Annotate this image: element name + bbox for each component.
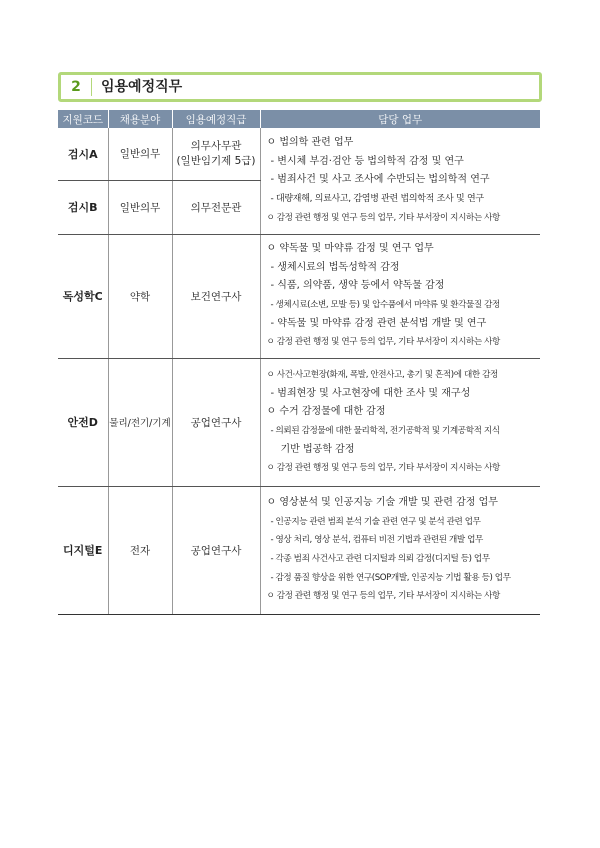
table-header-row xyxy=(58,110,540,128)
duty-line: - 생체시료의 법독성학적 감정 xyxy=(270,261,400,273)
duty-line: ㅇ 법의학 관련 업무 xyxy=(266,137,354,149)
header-duty: 담당 업무 xyxy=(260,110,540,128)
grade-cell xyxy=(172,128,260,180)
duty-line: - 약독물 및 마약류 감정 관련 분석법 개발 및 연구 xyxy=(270,317,487,329)
grade-cell: 공업연구사 xyxy=(172,486,260,614)
duty-line: - 의뢰된 감정물에 대한 물리학적, 전기공학적 및 기계공학적 지식 xyxy=(270,426,500,436)
duty-line: ㅇ 감정 관련 행정 및 연구 등의 업무, 기타 부서장이 지시하는 사항 xyxy=(266,463,500,474)
duty-line: - 영상 처리, 영상 분석, 컴퓨터 비전 기법과 관련된 개발 업무 xyxy=(270,535,483,546)
header-code: 지원코드 xyxy=(58,110,108,128)
code-cell: 검시B xyxy=(58,180,108,234)
grade-line: 의무사무관 xyxy=(190,139,242,152)
duty-line: - 각종 범죄 사건사고 관련 디지털과 의뢰 감정(디지털 등) 업무 xyxy=(270,554,490,564)
duty-table xyxy=(58,110,540,615)
duty-line: - 대량재해, 의료사고, 감염병 관련 법의학적 조사 및 연구 xyxy=(270,194,484,205)
table-row xyxy=(58,128,540,180)
duty-line: ㅇ 감정 관련 행정 및 연구 등의 업무, 기타 부서장이 지시하는 사항 xyxy=(266,212,500,223)
grade-line: (일반임기제 5급) xyxy=(176,154,256,167)
duty-line: ㅇ 약독물 및 마약류 감정 및 연구 업무 xyxy=(266,243,434,255)
header-grade: 임용예정직급 xyxy=(172,110,260,128)
grade-cell: 공업연구사 xyxy=(172,358,260,486)
duty-line: - 인공지능 관련 범죄 분석 기술 관련 연구 및 분석 관련 업무 xyxy=(270,516,481,527)
duty-line: - 범죄사건 및 사고 조사에 수반되는 법의학적 연구 xyxy=(270,174,490,186)
table-row xyxy=(58,358,540,486)
duty-cell xyxy=(260,486,540,614)
duty-cell-ab xyxy=(260,128,540,234)
field-cell: 전자 xyxy=(108,486,172,614)
field-cell: 물리/전기/기계 xyxy=(108,358,172,486)
duty-line: ㅇ 수거 감정물에 대한 감정 xyxy=(266,406,386,418)
duty-line: - 식품, 의약품, 생약 등에서 약독물 감정 xyxy=(270,280,445,292)
field-cell: 약학 xyxy=(108,234,172,358)
section-divider xyxy=(91,78,92,96)
duty-cell xyxy=(260,358,540,486)
duty-line: ㅇ 사건·사고현장(화재, 폭발, 안전사고, 총기 및 흔적)에 대한 감정 xyxy=(266,370,498,381)
duty-line: - 생체시료(소변, 모발 등) 및 압수품에서 마약류 및 환각물질 감정 xyxy=(270,300,500,310)
duty-line: ㅇ 감정 관련 행정 및 연구 등의 업무, 기타 부서장이 지시하는 사항 xyxy=(266,337,500,348)
code-cell: 독성학C xyxy=(58,234,108,358)
duty-line: - 감정 품질 향상을 위한 연구(SOP개발, 인공지능 기법 활용 등) 업무 xyxy=(270,572,511,583)
code-cell: 검시A xyxy=(58,128,108,180)
field-cell: 일반의무 xyxy=(108,180,172,234)
table-row xyxy=(58,234,540,358)
grade-cell: 보건연구사 xyxy=(172,234,260,358)
section-title-box xyxy=(58,72,542,102)
section-number: 2 xyxy=(71,79,81,95)
header-field: 채용분야 xyxy=(108,110,172,128)
table-row xyxy=(58,486,540,614)
duty-line: - 범죄현장 및 사고현장에 대한 조사 및 재구성 xyxy=(270,387,471,399)
field-cell: 일반의무 xyxy=(108,128,172,180)
grade-cell: 의무전문관 xyxy=(172,180,260,234)
code-cell: 안전D xyxy=(58,358,108,486)
duty-line: ㅇ 영상분석 및 인공지능 기술 개발 및 관련 감정 업무 xyxy=(266,497,498,509)
section-title: 임용예정직무 xyxy=(101,79,183,95)
code-cell: 디지털E xyxy=(58,486,108,614)
duty-cell xyxy=(260,234,540,358)
duty-line: ㅇ 감정 관련 행정 및 연구 등의 업무, 기타 부서장이 지시하는 사항 xyxy=(266,591,500,602)
duty-line: - 변시체 부검·검안 등 법의학적 감정 및 연구 xyxy=(270,155,464,167)
duty-line: 기반 법공학 감정 xyxy=(280,443,355,455)
